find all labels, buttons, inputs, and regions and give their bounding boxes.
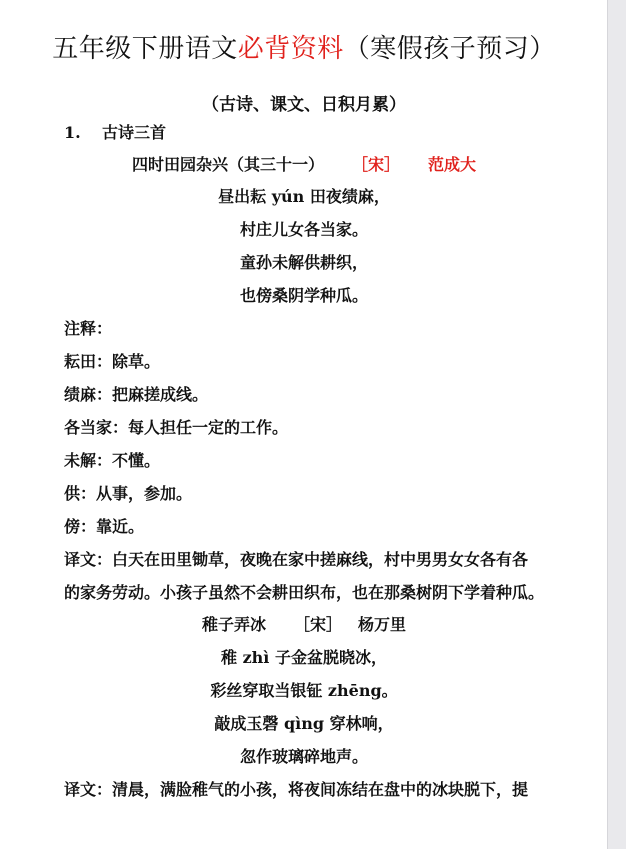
poem1-author: 范成大	[428, 155, 477, 174]
page-title	[0, 28, 608, 65]
poem2-line-4: 忽作玻璃碎地声。	[239, 747, 368, 766]
poem2-line-2: 彩丝穿取当银钲 zhēng。	[210, 681, 398, 700]
page-subtitle: （古诗、课文、日积月累）	[202, 95, 406, 115]
section-number: 1.	[64, 123, 81, 142]
note-item: 各当家：每人担任一定的工作。	[64, 418, 289, 437]
poem2-title: 稚子弄冰	[201, 615, 266, 634]
poem1-title-line	[0, 154, 608, 176]
poem1-title: 四时田园杂兴（其三十一）	[131, 155, 324, 174]
title-part3: （寒假孩子预习）	[343, 34, 556, 64]
poem1-line-3: 童孙未解供耕织，	[239, 253, 368, 272]
poem2-author: 杨万里	[358, 615, 407, 634]
section-title: 古诗三首	[102, 123, 167, 142]
poem1-line-1: 昼出耘 yún 田夜绩麻，	[218, 187, 390, 206]
note-item: 供：从事，参加。	[64, 484, 193, 503]
translation2-line-1: 译文：清晨，满脸稚气的小孩，将夜间冻结在盘中的冰块脱下，提	[64, 780, 529, 799]
poem1-line-2: 村庄儿女各当家。	[239, 220, 368, 239]
title-part1: 五年级下册语文	[52, 34, 238, 64]
poem1-dynasty: ［宋］	[351, 155, 400, 174]
translation1-line-2: 的家务劳动。小孩子虽然不会耕田织布，也在那桑树阴下学着种瓜。	[64, 583, 545, 602]
poem2-line-1: 稚 zhì 子金盆脱晓冰，	[221, 648, 387, 667]
poem2-line-3: 敲成玉磬 qìng 穿林响，	[214, 714, 394, 733]
notes-heading: 注释：	[64, 319, 113, 338]
note-item: 绩麻：把麻搓成线。	[64, 385, 209, 404]
poem2-dynasty: ［宋］	[293, 615, 342, 634]
scrollbar-gutter[interactable]	[607, 0, 626, 849]
note-item: 未解：不懂。	[64, 451, 161, 470]
note-item: 傍：靠近。	[64, 517, 145, 536]
section-heading	[64, 122, 166, 144]
translation1-line-1: 译文：白天在田里锄草，夜晚在家中搓麻线，村中男男女女各有各	[64, 550, 529, 569]
poem2-title-line	[0, 614, 608, 636]
title-part2-highlight: 必背资料	[237, 34, 344, 64]
poem1-line-4: 也傍桑阴学种瓜。	[239, 286, 368, 305]
note-item: 耘田：除草。	[64, 352, 161, 371]
